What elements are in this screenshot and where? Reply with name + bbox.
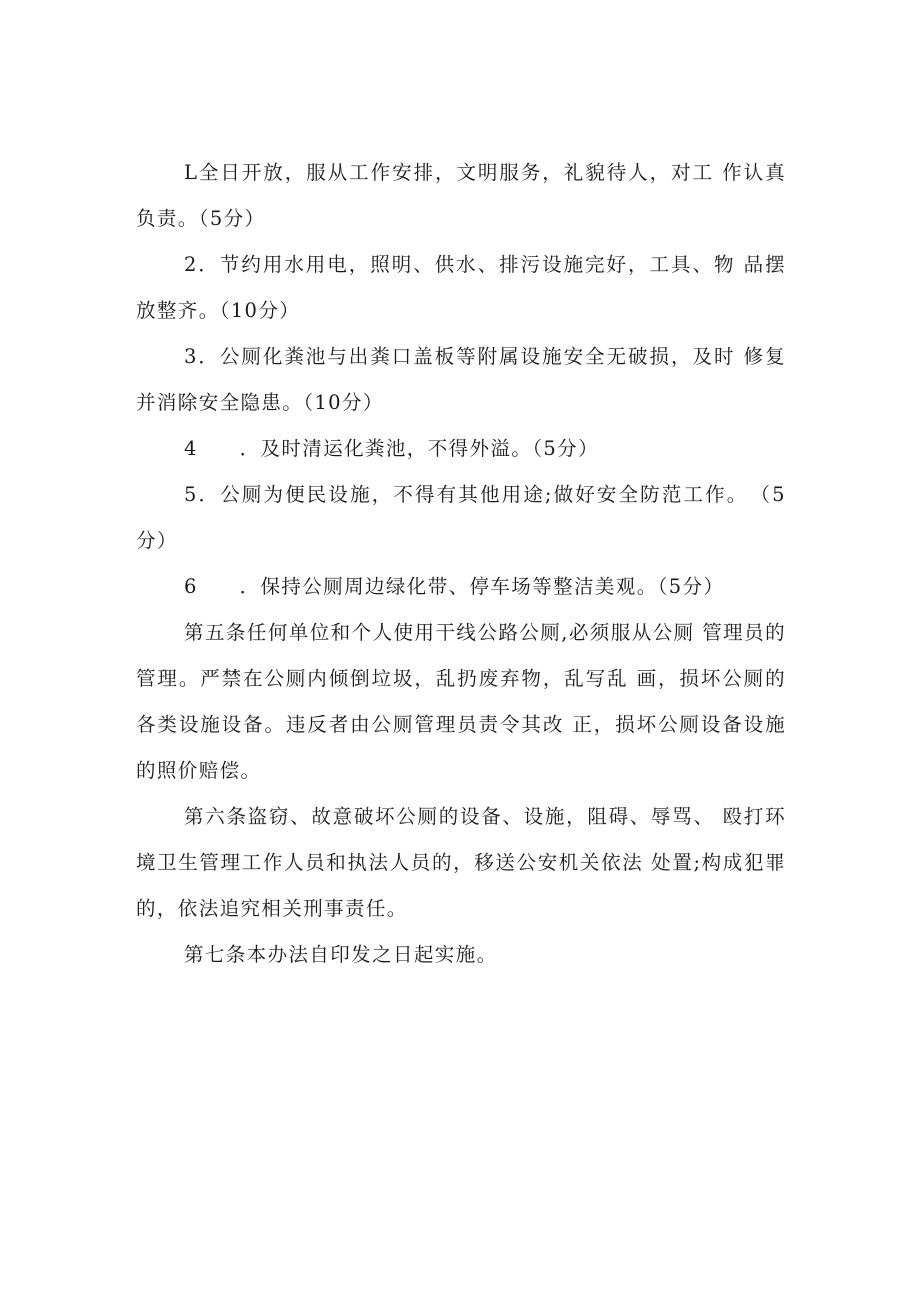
item-6: 6 ．保持公厕周边绿化带、停车场等整洁美观。（5分） (184, 575, 725, 598)
item-5: 5．公厕为便民设施，不得有其他用途;做好安全防范工作。 （5分） (136, 483, 786, 552)
item-2: 2．节约用水用电，照明、供水、排污设施完好，工具、物 品摆放整齐。（10分） (136, 253, 786, 322)
article-7: 第七条本办法自印发之日起实施。 (184, 943, 498, 966)
document-body (136, 150, 786, 978)
item-1: L全日开放，服从工作安排，文明服务，礼貌待人，对工 作认真负责。（5分） (136, 161, 786, 230)
article-6: 第六条盗窃、故意破坏公厕的设备、设施，阻碍、辱骂、 殴打环境卫生管理工作人员和执法人员的，移送公安机关依法 处置;构成犯罪的，依法追究相关刑事责任。 (136, 805, 786, 920)
item-4: 4 ．及时清运化粪池，不得外溢。（5分） (184, 437, 599, 460)
item-3: 3．公厕化粪池与出粪口盖板等附属设施安全无破损，及时 修复并消除安全隐患。（10分） (136, 345, 786, 414)
article-5: 第五条任何单位和个人使用干线公路公厕,必须服从公厕 管理员的管理。严禁在公厕内倾倒垃圾，乱扔废弃物，乱写乱 画，损坏公厕的各类设施设备。违反者由公厕管理员责令其改 正，损坏公厕设备设施的照价赔偿。 (136, 621, 786, 782)
